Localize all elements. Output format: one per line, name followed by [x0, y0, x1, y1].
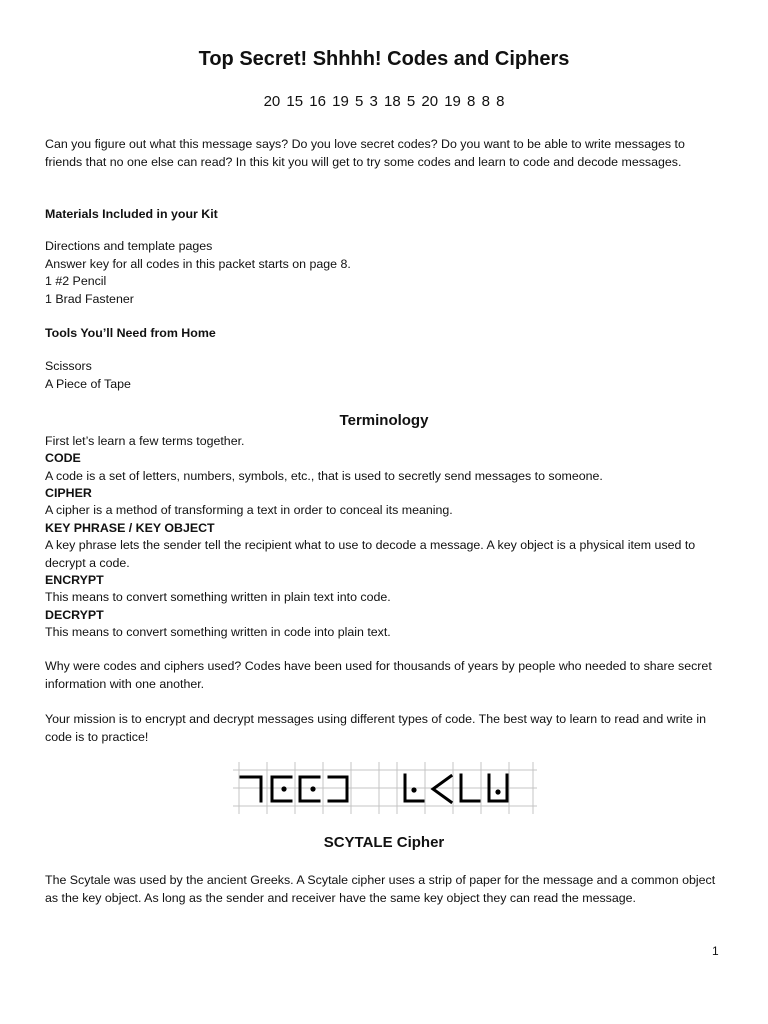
page-title: Top Secret! Shhhh! Codes and Ciphers — [198, 48, 570, 70]
terminology-intro: First let’s learn a few terms together. — [45, 434, 245, 448]
tools-item: A Piece of Tape — [45, 377, 131, 391]
materials-item: Answer key for all codes in this packet starts on page 8. — [45, 257, 351, 271]
pigpen-symbol-6 — [433, 776, 451, 802]
coded-message: 20 15 16 19 5 3 18 5 20 19 8 8 8 — [263, 93, 505, 110]
mission-paragraph: Your mission is to encrypt and decrypt messages using different types of code. The best way to learn to read and write in code is to practice! — [45, 712, 706, 744]
term-decrypt: DECRYPT — [45, 608, 104, 622]
term-code-definition: A code is a set of letters, numbers, symbols, etc., that is used to secretly send messages to someone. — [45, 469, 603, 483]
materials-item: Directions and template pages — [45, 239, 213, 253]
tools-item: Scissors — [45, 359, 92, 373]
pigpen-symbol-1 — [241, 777, 261, 801]
tools-heading: Tools You’ll Need from Home — [45, 326, 216, 340]
materials-item: 1 #2 Pencil — [45, 274, 107, 288]
term-code: CODE — [45, 451, 81, 465]
materials-item: 1 Brad Fastener — [45, 292, 134, 306]
terminology-heading: Terminology — [339, 412, 429, 429]
scytale-paragraph: The Scytale was used by the ancient Greeks. A Scytale cipher uses a strip of paper for the message and a common object as the key object. As long as the sender and receiver have the same key object they can read the message. — [45, 873, 716, 905]
pigpen-symbol-3 — [300, 777, 319, 801]
intro-paragraph: Can you figure out what this message says? Do you love secret codes? Do you want to be able to write messages to friends that no one else can read? In this kit you will get to try some codes and learn to code and decode messages. — [45, 137, 685, 169]
term-encrypt: ENCRYPT — [45, 573, 104, 587]
term-cipher: CIPHER — [45, 486, 92, 500]
why-paragraph: Why were codes and ciphers used? Codes have been used for thousands of years by people who needed to share secret information with one another. — [45, 659, 712, 691]
term-decrypt-definition: This means to convert something written in code into plain text. — [45, 625, 391, 639]
page-number: 1 — [712, 944, 719, 958]
term-key-definition: A key phrase lets the sender tell the recipient what to use to decode a message. A key object is a physical item used to decrypt a code. — [45, 538, 696, 570]
materials-heading: Materials Included in your Kit — [45, 207, 218, 221]
term-cipher-definition: A cipher is a method of transforming a text in order to conceal its meaning. — [45, 503, 453, 517]
pigpen-cipher-image — [233, 762, 537, 817]
pigpen-symbol-4 — [329, 777, 347, 801]
term-key: KEY PHRASE / KEY OBJECT — [45, 521, 215, 535]
scytale-heading: SCYTALE Cipher — [323, 834, 445, 851]
term-encrypt-definition: This means to convert something written in plain text into code. — [45, 590, 391, 604]
